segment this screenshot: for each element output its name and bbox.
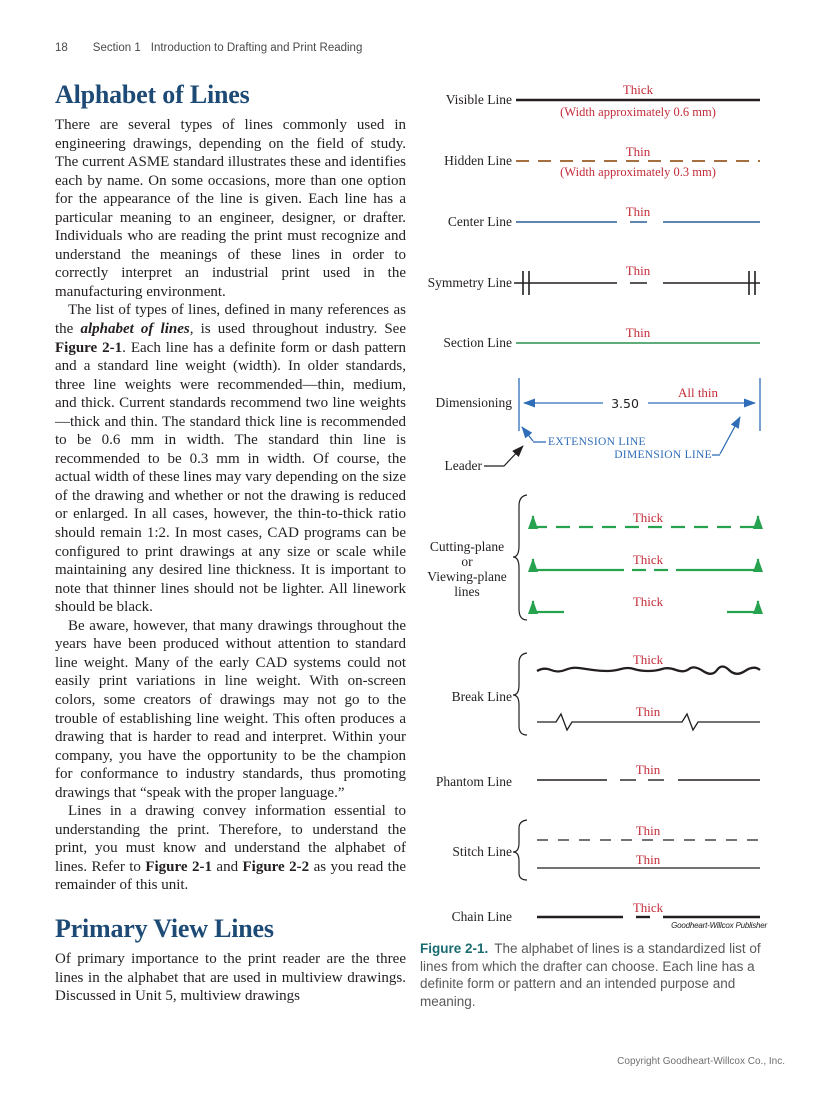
- break-thin-label: Thin: [635, 704, 661, 719]
- visible-width-note: (Width approximately 0.6 mm): [560, 105, 716, 119]
- paragraph: There are several types of lines commonly used in engineering drawings, depending on the field of study. The current ASME standard illustrates these and identifies each by name. On some occasions, more than one option for the appearance of the line is given. Each line has a particular meaning to an engineer, designer, or drafter. Individuals who are reading the print must recognize and understand the meanings of these lines in order to correctly interpret an industrial print used in the manufacturing environment.: [55, 117, 406, 300]
- paragraph: The list of types of lines, defined in many references as the alphabet of lines, is used throughout industry. See Figure 2-1. Each line has a definite form or dash pattern and a standard line weight (width). In older standards, three line weights were recommended—thin, medium, and thick. Current standards recommend two line weights—thick and thin. The standard thick line is recommended to be 0.6 mm in width. The standard thin line is recommended to be 0.3 mm in width. Of course, the actual width of these lines may vary depending on the size of the drawing and whether or not the drawing is reduced or enlarged. In all cases, however, the thin-to-thick ratio should remain 1:2. In most cases, CAD programs can be configured to print drawings at any size or scale while maintaining any desired line thickness. It is important to note that thinner lines should not be lighter. All linework should be black.: [55, 302, 407, 616]
- extension-line-label: EXTENSION LINE: [548, 436, 646, 448]
- stitch-thin-label-2: Thin: [635, 852, 661, 867]
- cutting-plane-label-line3: Viewing-plane: [427, 569, 507, 584]
- cutting-plane-label-line2: or: [461, 554, 473, 569]
- publisher-credit: Goodheart-Willcox Publisher: [671, 921, 767, 930]
- dimensioning-label: Dimensioning: [435, 395, 512, 410]
- page-number: 18: [55, 42, 68, 54]
- paragraph: Be aware, however, that many drawings throughout the years have been produced without attention to standard line weight. Many of the early CAD systems could not easily print variations in line weight. With on-screen colors, some creators of drawings may not go to the trouble of establishing line weight. This often produces a drawing that is harder to read and interpret. Within your company, you have the opportunity to be the champion for conformance to industry standards, thus promoting drawings that “speak with the proper language.”: [55, 617, 406, 801]
- leader-graphic: [484, 446, 523, 466]
- visible-line-label: Visible Line: [445, 92, 512, 107]
- cutting-thick-label-1: Thick: [632, 510, 664, 525]
- stitch-thin-label-1: Thin: [635, 823, 661, 838]
- paragraph: Of primary importance to the print reader are the three lines in the alphabet that are used in multiview drawings. Discussed in Unit 5, multiview drawings: [55, 950, 406, 1005]
- dimension-value: 3.50: [611, 396, 639, 411]
- cutting-thick-label-2: Thick: [632, 552, 664, 567]
- heading-primary-view-lines: Primary View Lines: [55, 913, 274, 943]
- symmetry-thin-label: Thin: [625, 263, 651, 278]
- heading-alphabet-of-lines: Alphabet of Lines: [55, 80, 250, 109]
- center-line-label: Center Line: [447, 214, 512, 229]
- page-header: [55, 42, 362, 54]
- stitch-line-brace: [513, 820, 527, 880]
- phantom-line-label: Phantom Line: [435, 774, 512, 789]
- hidden-thin-label: Thin: [625, 144, 651, 159]
- text-column: [55, 80, 406, 1006]
- leader-label: Leader: [444, 458, 482, 473]
- figure-caption-text: The alphabet of lines is a standardized list of lines from which the drafter can choose. Each line has a definite form or pattern and an intended purpose and meaning.: [420, 941, 761, 1009]
- break-thick-label: Thick: [632, 652, 664, 667]
- cutting-thick-label-3: Thick: [632, 594, 664, 609]
- figure-caption: [420, 940, 776, 1010]
- break-line-label: Break Line: [451, 689, 512, 704]
- phantom-thin-label: Thin: [635, 762, 661, 777]
- break-line-brace: [513, 653, 527, 735]
- hidden-line-label: Hidden Line: [444, 153, 512, 168]
- chain-thick-label: Thick: [632, 900, 664, 915]
- section-line-label: Section Line: [443, 335, 512, 350]
- alphabet-paragraphs: [55, 116, 406, 895]
- figure-2-1: [420, 75, 800, 945]
- cutting-plane-label-line1: Cutting-plane: [429, 539, 505, 554]
- symmetry-line-label: Symmetry Line: [427, 275, 512, 290]
- primary-paragraphs: [55, 950, 406, 1006]
- hidden-width-note: (Width approximately 0.3 mm): [560, 165, 716, 179]
- stitch-line-label: Stitch Line: [452, 844, 512, 859]
- paragraph: Lines in a drawing convey information essential to understanding the print. Therefore, to understand the print, you must know and understand the alphabet of lines. Refer to Figure 2-1 and Figure 2-2 as you read the remainder of this unit.: [55, 803, 406, 894]
- break-line-graphic: [537, 667, 760, 731]
- dimension-line-label: DIMENSION LINE: [614, 449, 712, 461]
- cutting-plane-brace: [513, 495, 527, 620]
- cutting-plane-label-line4: lines: [454, 584, 480, 599]
- cutting-plane-label: [420, 539, 514, 599]
- running-title: Introduction to Drafting and Print Reading: [150, 42, 363, 54]
- center-thin-label: Thin: [625, 204, 651, 219]
- visible-thick-label: Thick: [622, 82, 654, 97]
- figure-caption-label: Figure 2-1.: [420, 941, 489, 956]
- section-label: Section 1: [92, 42, 141, 54]
- copyright-notice: Copyright Goodheart-Willcox Co., Inc.: [617, 1056, 785, 1067]
- all-thin-label: All thin: [677, 385, 719, 400]
- chain-line-label: Chain Line: [451, 909, 512, 924]
- section-thin-label: Thin: [625, 325, 651, 340]
